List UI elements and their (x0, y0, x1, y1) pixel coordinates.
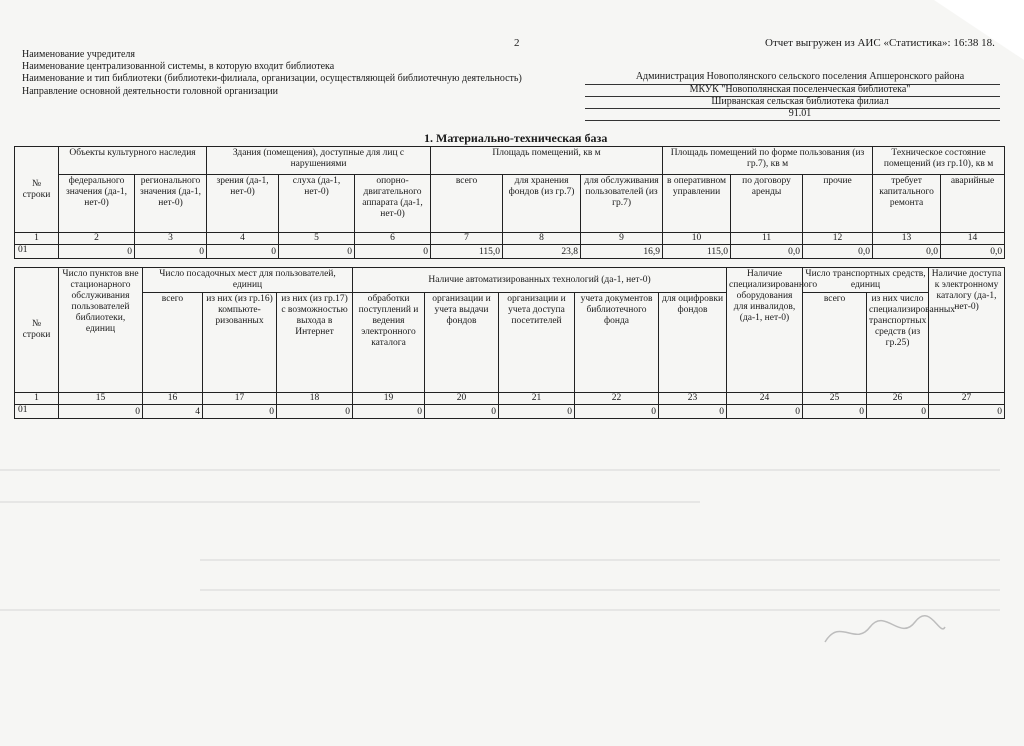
col-number: 2 (59, 233, 135, 245)
col-number: 21 (499, 393, 575, 405)
automation-table (14, 267, 1005, 419)
header-heritage-federal: федерального значения (да-1, нет-0) (59, 175, 135, 233)
meta-value-library: Ширванская сельская библиотека филиал (711, 96, 889, 107)
header-seats-computerized: из них (из гр.16) компьюте-ризованных (203, 293, 277, 393)
cell-value: 0 (353, 405, 425, 419)
cell-value: 0,0 (731, 245, 803, 259)
table-row (15, 245, 1005, 259)
header-tech-state: Техническое состояние помещений (из гр.10), кв м (873, 147, 1005, 175)
header-use-operational: в оперативном управлении (663, 175, 731, 233)
header-hearing: слуха (да-1, нет-0) (279, 175, 355, 233)
col-number: 11 (731, 233, 803, 245)
col-number: 4 (207, 233, 279, 245)
col-number: 25 (803, 393, 867, 405)
cell-value: 0 (425, 405, 499, 419)
column-number-row (15, 233, 1005, 245)
cell-value: 0 (277, 405, 353, 419)
cell-value: 0,0 (803, 245, 873, 259)
header-service-points: Число пунктов вне стационарного обслуживания пользователей библиотеки, единиц (59, 268, 143, 393)
meta-underline (585, 120, 1000, 121)
cell-value: 115,0 (663, 245, 731, 259)
header-vehicles-special: из них число специализированных транспортных средств (из гр.25) (867, 293, 929, 393)
row-code: 01 (15, 405, 59, 419)
col-number: 20 (425, 393, 499, 405)
cell-value: 0 (803, 405, 867, 419)
col-number: 24 (727, 393, 803, 405)
header-seats-total: всего (143, 293, 203, 393)
cell-value: 0 (135, 245, 207, 259)
header-use-lease: по договору аренды (731, 175, 803, 233)
meta-value-founder: Администрация Новополянского сельского поселения Апшеронского района (635, 71, 965, 82)
cell-value: 0 (355, 245, 431, 259)
header-seats: Число посадочных мест для пользователей, единиц (143, 268, 353, 293)
header-area-use: Площадь помещений по форме пользования (из гр.7), кв м (663, 147, 873, 175)
col-number: 19 (353, 393, 425, 405)
header-auto-issue: организации и учета выдачи фондов (425, 293, 499, 393)
page-number: 2 (514, 37, 520, 49)
cell-value: 115,0 (431, 245, 503, 259)
meta-label-library: Наименование и тип библиотеки (библиотеки-филиала, организации, осуществляющей библиотечную деятельность) (22, 73, 522, 84)
header-auto-documents: учета документов библиотечного фонда (575, 293, 659, 393)
col-number: 18 (277, 393, 353, 405)
header-ecatalog: Наличие доступа к электронному каталогу (да-1, нет-0) (929, 268, 1005, 393)
col-number: 8 (503, 233, 581, 245)
header-heritage: Объекты культурного наследия (59, 147, 207, 175)
section-title: 1. Материально-техническая база (424, 131, 608, 145)
cell-value: 0 (203, 405, 277, 419)
cell-value: 0 (59, 405, 143, 419)
header-area-total: всего (431, 175, 503, 233)
folded-corner (934, 0, 1024, 60)
cell-value: 0 (279, 245, 355, 259)
col-number: 1 (15, 393, 59, 405)
col-number: 26 (867, 393, 929, 405)
col-number: 14 (941, 233, 1005, 245)
header-tech-repair: требует капитального ремонта (873, 175, 941, 233)
material-base-table (14, 146, 1005, 259)
col-number: 5 (279, 233, 355, 245)
cell-value: 0 (929, 405, 1005, 419)
export-note: Отчет выгружен из АИС «Статистика»: 16:38 18. (765, 37, 995, 49)
meta-label-system: Наименование централизованной системы, в которую входит библиотека (22, 61, 335, 72)
header-vision: зрения (да-1, нет-0) (207, 175, 279, 233)
col-number: 9 (581, 233, 663, 245)
cell-value: 0 (727, 405, 803, 419)
cell-value: 0,0 (873, 245, 941, 259)
header-row-no: № строки (15, 268, 59, 393)
header-area-service: для обслуживания пользователей (из гр.7) (581, 175, 663, 233)
cell-value: 0 (499, 405, 575, 419)
col-number: 12 (803, 233, 873, 245)
cell-value: 16,9 (581, 245, 663, 259)
header-automation: Наличие автоматизированных технологий (да-1, нет-0) (353, 268, 727, 293)
header-row-no: № строки (15, 147, 59, 233)
row-code: 01 (15, 245, 59, 259)
header-vehicles: Число транспортных средств, единиц (803, 268, 929, 293)
cell-value: 0 (575, 405, 659, 419)
header-auto-catalog: обработки поступлений и ведения электронного каталога (353, 293, 425, 393)
header-motor: опорно-двигательного аппарата (да-1, нет-0) (355, 175, 431, 233)
cell-value: 4 (143, 405, 203, 419)
header-special-equipment: Наличие специализированного оборудования для инвалидов, (да-1, нет-0) (727, 268, 803, 393)
col-number: 13 (873, 233, 941, 245)
col-number: 3 (135, 233, 207, 245)
cell-value: 0 (867, 405, 929, 419)
col-number: 16 (143, 393, 203, 405)
table-row (15, 405, 1005, 419)
bleed-through-lines (0, 440, 1024, 640)
col-number: 7 (431, 233, 503, 245)
col-number: 27 (929, 393, 1005, 405)
signature-icon (820, 612, 950, 652)
header-use-other: прочие (803, 175, 873, 233)
header-area-storage: для хранения фондов (из гр.7) (503, 175, 581, 233)
meta-label-activity: Направление основной деятельности головной организации (22, 86, 279, 97)
meta-label-founder: Наименование учредителя (22, 49, 135, 60)
header-auto-digitization: для оцифровки фондов (659, 293, 727, 393)
meta-value-system: МКУК "Новополянская поселенческая библиотека" (689, 84, 911, 95)
cell-value: 0,0 (941, 245, 1005, 259)
cell-value: 0 (59, 245, 135, 259)
col-number: 23 (659, 393, 727, 405)
header-vehicles-total: всего (803, 293, 867, 393)
col-number: 17 (203, 393, 277, 405)
header-heritage-regional: регионального значения (да-1, нет-0) (135, 175, 207, 233)
col-number: 10 (663, 233, 731, 245)
cell-value: 0 (659, 405, 727, 419)
header-auto-access: организации и учета доступа посетителей (499, 293, 575, 393)
header-buildings: Здания (помещения), доступные для лиц с нарушениями (207, 147, 431, 175)
meta-value-activity: 91.01 (788, 108, 812, 119)
header-area: Площадь помещений, кв м (431, 147, 663, 175)
cell-value: 0 (207, 245, 279, 259)
cell-value: 23,8 (503, 245, 581, 259)
header-tech-emergency: аварийные (941, 175, 1005, 233)
header-seats-internet: из них (из гр.17) с возможностью выхода в Интернет (277, 293, 353, 393)
col-number: 1 (15, 233, 59, 245)
column-number-row (15, 393, 1005, 405)
col-number: 15 (59, 393, 143, 405)
col-number: 22 (575, 393, 659, 405)
col-number: 6 (355, 233, 431, 245)
